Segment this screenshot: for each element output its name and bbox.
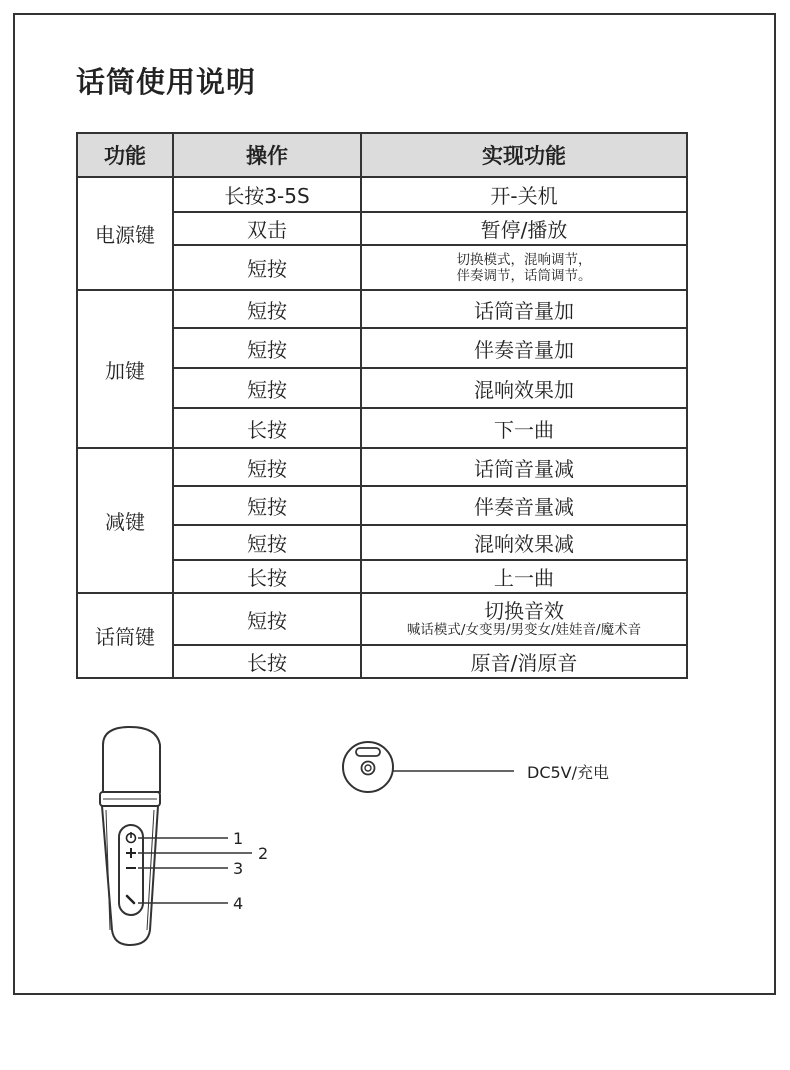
device-diagram [0, 700, 790, 990]
operation-cell: 短按 [173, 525, 361, 560]
result-cell: 话筒音量加 [361, 290, 687, 328]
operation-cell: 长按3-5S [173, 177, 361, 212]
power-button-icon [127, 832, 136, 843]
operation-cell: 短按 [173, 486, 361, 525]
charging-port-label: DC5V/充电 [527, 763, 610, 782]
callout-4: 4 [233, 894, 244, 913]
operation-cell: 短按 [173, 593, 361, 645]
microphone-illustration [100, 727, 160, 945]
operation-cell: 长按 [173, 645, 361, 678]
result-cell: 上一曲 [361, 560, 687, 593]
operation-cell: 双击 [173, 212, 361, 245]
plus-button-icon [126, 848, 136, 858]
result-line: 切换模式，混响调节， [456, 251, 592, 268]
result-main: 切换音效 [484, 599, 564, 623]
result-cell: 混响效果减 [361, 525, 687, 560]
result-cell [361, 245, 687, 290]
operation-cell: 短按 [173, 368, 361, 408]
charging-port-icon [343, 742, 393, 792]
result-cell: 暂停/播放 [361, 212, 687, 245]
result-cell: 开-关机 [361, 177, 687, 212]
result-line: 伴奏调节，话筒调节。 [456, 267, 592, 284]
key-minus: 减键 [77, 448, 173, 593]
table-row [77, 448, 687, 486]
result-cell: 话筒音量减 [361, 448, 687, 486]
operation-cell: 短按 [173, 245, 361, 290]
callout-1: 1 [233, 829, 244, 848]
key-plus: 加键 [77, 290, 173, 448]
function-table [76, 132, 688, 679]
header-function: 功能 [77, 133, 173, 177]
result-cell: 伴奏音量减 [361, 486, 687, 525]
result-cell: 混响效果加 [361, 368, 687, 408]
mic-button-icon [127, 896, 134, 903]
operation-cell: 长按 [173, 408, 361, 448]
header-result: 实现功能 [361, 133, 687, 177]
page-title: 话筒使用说明 [76, 65, 257, 99]
table-row [77, 177, 687, 212]
result-cell [361, 593, 687, 645]
table-row [77, 593, 687, 645]
table-row [77, 290, 687, 328]
header-operation: 操作 [173, 133, 361, 177]
result-sub: 喊话模式/女变男/男变女/娃娃音/魔术音 [406, 622, 642, 638]
operation-cell: 长按 [173, 560, 361, 593]
operation-cell: 短按 [173, 448, 361, 486]
table-header-row [77, 133, 687, 177]
callout-3: 3 [233, 859, 244, 878]
callout-2: 2 [258, 844, 269, 863]
result-cell: 下一曲 [361, 408, 687, 448]
key-power: 电源键 [77, 177, 173, 290]
result-cell: 伴奏音量加 [361, 328, 687, 368]
operation-cell: 短按 [173, 328, 361, 368]
key-mic: 话筒键 [77, 593, 173, 678]
result-cell: 原音/消原音 [361, 645, 687, 678]
operation-cell: 短按 [173, 290, 361, 328]
